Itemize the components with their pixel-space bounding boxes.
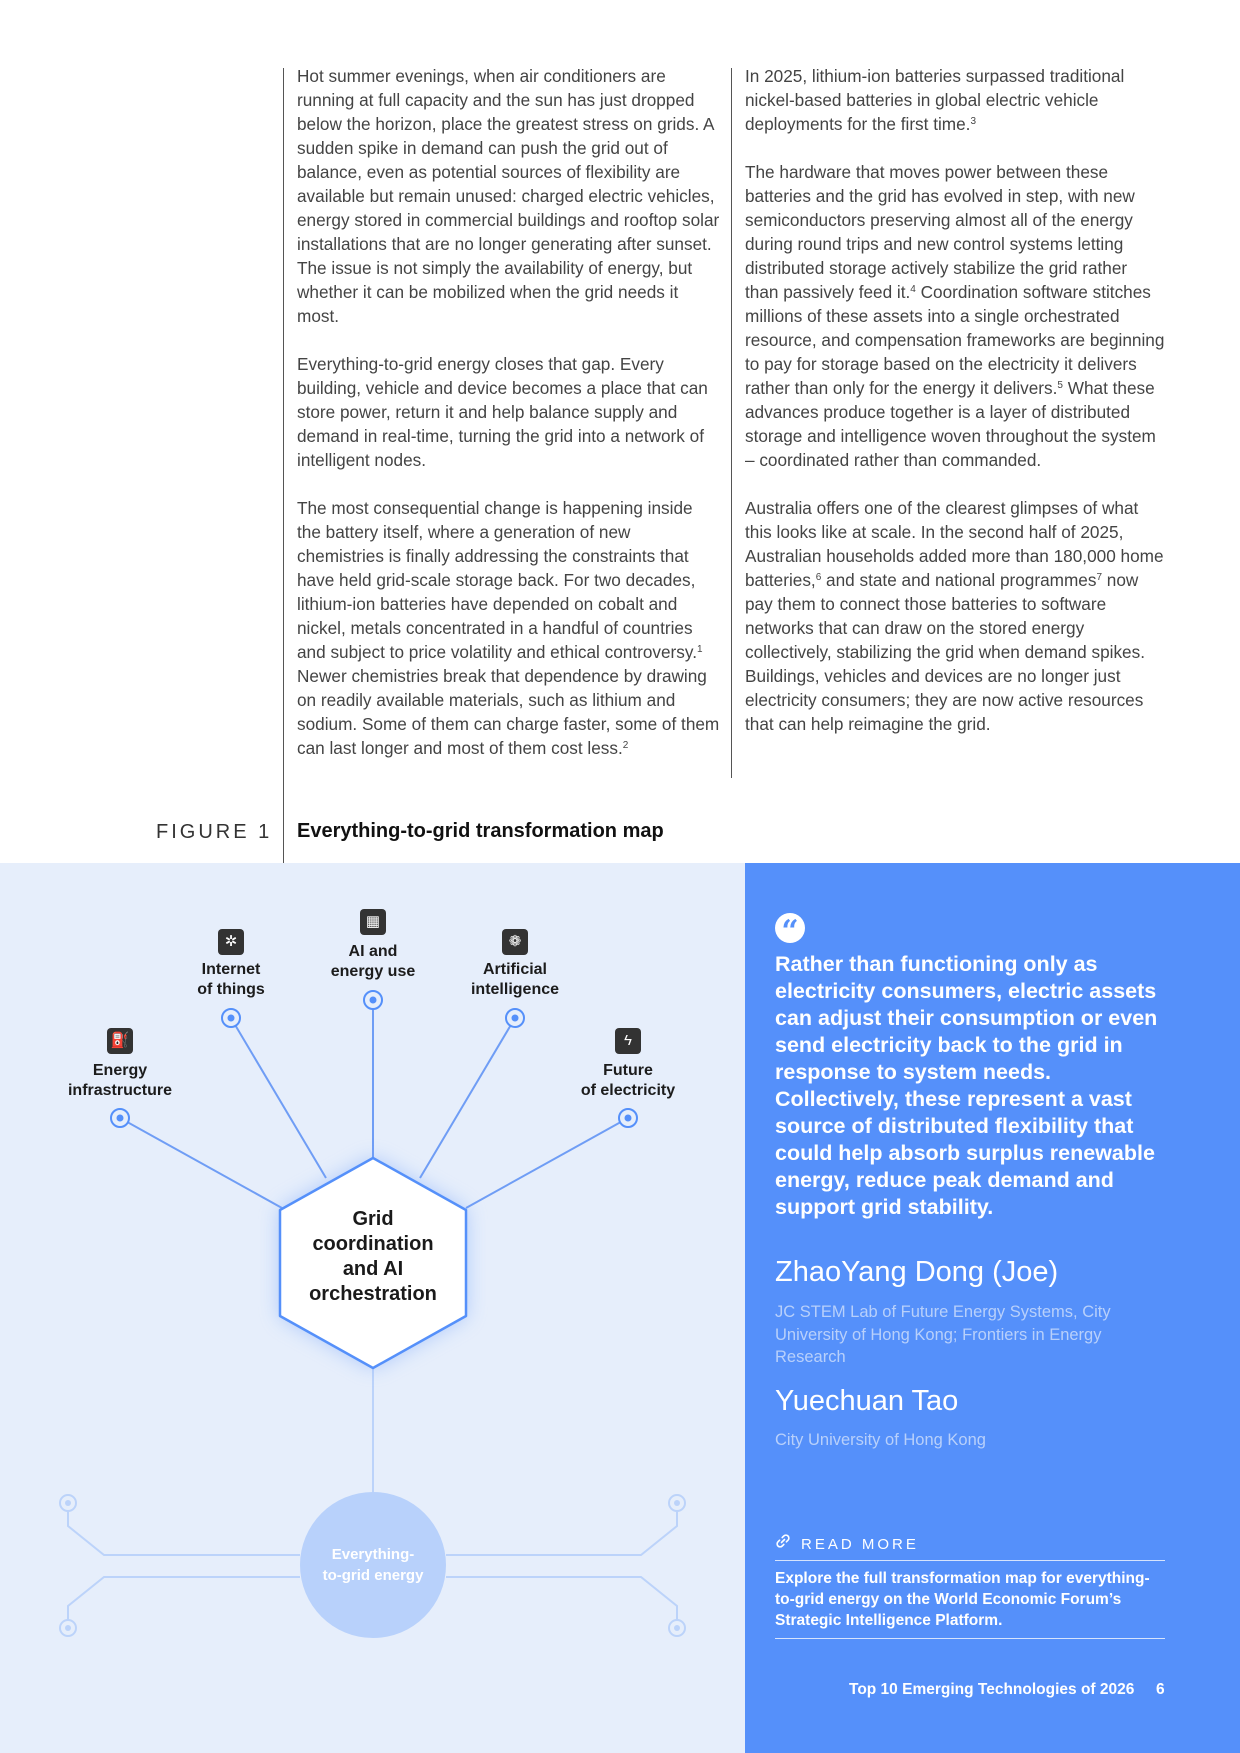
link-icon xyxy=(775,1533,793,1553)
left-column-rule xyxy=(283,68,284,863)
paragraph: Everything-to-grid energy closes that gap. Every building, vehicle and device becomes a place that can store power, return it and help balance supply and demand in real-time, turning the grid into a network of intelligent nodes. xyxy=(297,354,708,470)
footnote-ref[interactable]: 1 xyxy=(696,644,703,655)
everything-to-grid-label[interactable]: Everything- to-grid energy xyxy=(322,1546,424,1584)
figure-label: FIGURE 1 xyxy=(156,821,273,843)
quote-text: Rather than functioning only as electricity consumers, electric assets can adjust their consumption or even send electricity back to the grid in response to system needs. Collectively, these represent a vast source of distributed flexibility that could help absorb surplus renewable energy, reduce peak demand and support grid stability. xyxy=(775,952,1158,1219)
divider xyxy=(775,1560,1165,1561)
node-label-artificial-intelligence[interactable]: Artificial intelligence xyxy=(470,961,560,998)
read-more-description[interactable]: Explore the full transformation map for everything-to-grid energy on the World Economic Forum’s Strategic Intelligence Platform. xyxy=(775,1570,1150,1629)
spoke-artificial-intelligence xyxy=(420,1018,515,1178)
node-label-internet-of-things[interactable]: Internet of things xyxy=(197,961,265,998)
hub-label[interactable]: Grid coordination and AI orchestration xyxy=(309,1208,437,1305)
spoke-energy-infrastructure xyxy=(120,1118,282,1208)
brain-icon: ❁ xyxy=(502,929,528,955)
footnote-ref[interactable]: 5 xyxy=(1057,380,1063,391)
left-text-column xyxy=(297,64,721,784)
divider xyxy=(775,1638,1165,1639)
read-more-label: READ MORE xyxy=(801,1536,919,1553)
spoke-internet-of-things xyxy=(231,1018,326,1178)
author-name: Yuechuan Tao xyxy=(775,1385,959,1417)
paragraph: In 2025, lithium-ion batteries surpassed traditional nickel-based batteries in global electric vehicle deployments for the first time.$^3$ xyxy=(745,66,1125,134)
transformation-map-diagram xyxy=(0,863,745,1753)
right-text-column xyxy=(745,64,1165,760)
lightning-icon: ϟ xyxy=(615,1028,641,1054)
paragraph: Hot summer evenings, when air conditioners are running at full capacity and the sun has just dropped below the horizon, place the greatest stress on grids. A sudden spike in demand can push the grid out of balance, even as potential sources of flexibility are available but remain unused: charged electric vehicles, energy stored in commercial buildings and rooftop solar installations that are no longer generating after sunset. The issue is not simply the availability of energy, but whether it can be mobilized when the grid needs it most. xyxy=(297,66,720,326)
footnote-ref[interactable]: 4 xyxy=(910,284,916,295)
quote-icon: “ xyxy=(775,913,805,943)
fuel-pump-icon: ⛽ xyxy=(107,1028,133,1054)
node-label-energy-infrastructure[interactable]: Energy infrastructure xyxy=(67,1062,173,1099)
page-number: 6 xyxy=(1156,1681,1165,1698)
node-label-future-of-electricity[interactable]: Future of electricity xyxy=(580,1062,676,1099)
paragraph: The hardware that moves power between these batteries and the grid has evolved in step, with new semiconductors preserving almost all of the energy during round trips and new control systems letting distributed storage actively stabilize the grid rather than passively feed it.$^4$ Coordination software stitches millions of these assets into a single orchestrated resource, and compensation frameworks are beginning to pay for storage based on the electricity it delivers rather than only for the energy it delivers.$^5$ What these advances produce together is a layer of distributed storage and intelligence woven throughout the system – coordinated rather than commanded. xyxy=(745,162,1165,470)
node-label-ai-and-energy-use[interactable]: AI and energy use xyxy=(330,943,416,980)
author-name: ZhaoYang Dong (Joe) xyxy=(775,1256,1059,1288)
figure-title: Everything-to-grid transformation map xyxy=(297,820,664,842)
footnote-ref[interactable]: 7 xyxy=(1096,572,1102,583)
paragraph: Australia offers one of the clearest glimpses of what this looks like at scale. In the second half of 2025, Australian households added more than 180,000 home batteries,$^6$ and state and national programmes$^7$ now pay them to connect those batteries to software networks that can draw on the stored energy collectively, stabilizing the grid when demand spikes. Buildings, vehicles and devices are no longer just electricity consumers; they are now active resources that can help reimagine the grid. xyxy=(745,498,1164,734)
chip-icon: ▦ xyxy=(360,909,386,935)
diagram-panel xyxy=(0,863,745,1753)
footnote-ref[interactable]: 2 xyxy=(622,740,629,751)
quote-panel xyxy=(745,863,1240,1753)
author-affiliation: JC STEM Lab of Future Energy Systems, City University of Hong Kong; Frontiers in Energy Research xyxy=(775,1303,1111,1366)
footnote-ref[interactable]: 3 xyxy=(970,116,976,127)
spoke-future-electricity xyxy=(466,1118,628,1208)
right-column-rule xyxy=(731,68,732,778)
read-more-link[interactable] xyxy=(775,1533,919,1553)
footer-report-title: Top 10 Emerging Technologies of 2026 xyxy=(849,1681,1135,1698)
paragraph: The most consequential change is happening inside the battery itself, where a generation of new chemistries is finally addressing the constraints that have held grid-scale storage back. For two decades, lithium-ion batteries have depended on cobalt and nickel, metals concentrated in a handful of countries and subject to price volatility and ethical controversy.$^1$ Newer chemistries break that dependence by drawing on readily available materials, such as lithium and sodium. Some of them can charge faster, some of them can last longer and most of them cost less.$^2$ xyxy=(297,498,720,758)
author-affiliation: City University of Hong Kong xyxy=(775,1431,986,1449)
footnote-ref[interactable]: 6 xyxy=(815,572,822,583)
network-icon: ✲ xyxy=(218,929,244,955)
